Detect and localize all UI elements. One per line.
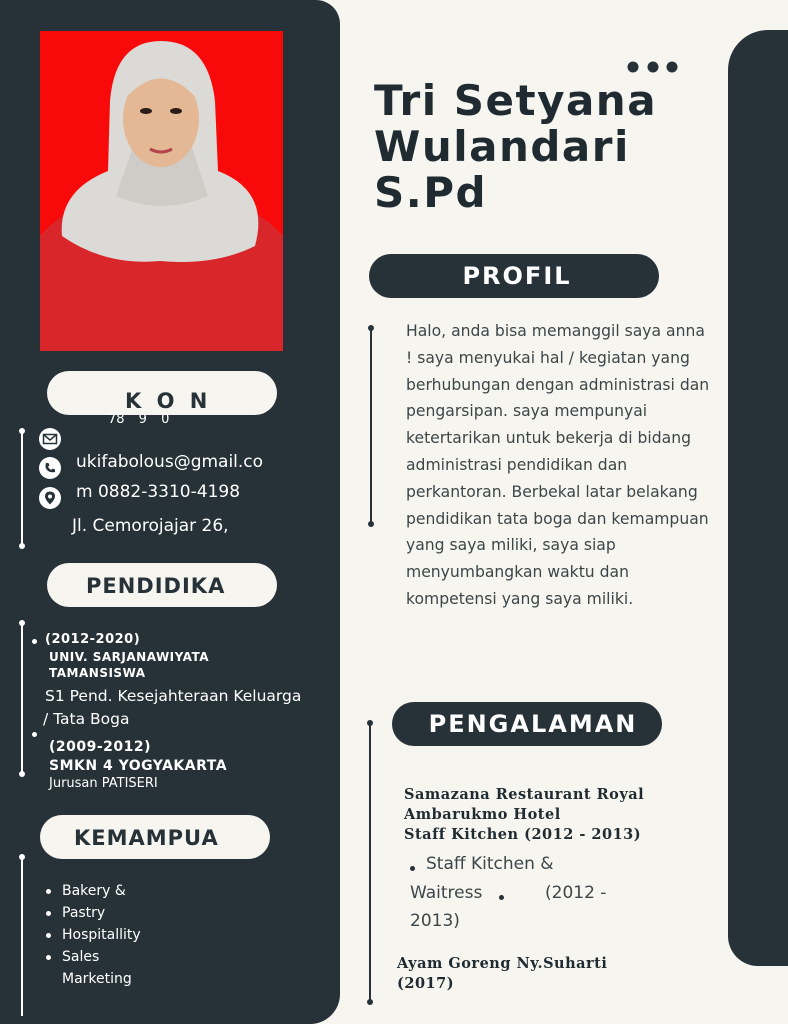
experience-company [397,954,607,994]
skill-item: Pastry [62,905,106,921]
list-bullet [410,866,415,871]
mail-icon [39,428,61,450]
skills-list [0,880,300,1000]
list-bullet [46,955,51,960]
timeline-dot [19,543,25,549]
company-line: (2017) [397,975,455,992]
company-line: Samazana Restaurant Royal [404,786,645,803]
edu-school: SMKN 4 YOGYAKARTA [49,758,228,774]
person-name [374,78,657,216]
timeline-dot [19,620,25,626]
address-text: Jl. Cemorojajar 26, [72,516,229,536]
list-bullet [32,732,37,737]
skill-item: Marketing [62,971,132,987]
education-heading: PENDIDIKA [86,574,226,598]
list-bullet [499,895,504,900]
edu-school: UNIV. SARJANAWIYATA [49,650,210,664]
experience-detail: Waitress [410,883,483,903]
name-line: S.Pd [374,168,488,217]
edu-years: (2012-2020) [45,632,141,647]
timeline-dot [367,720,373,726]
profile-photo-drawing [40,31,283,351]
phone-icon [39,457,61,479]
location-icon [39,487,61,509]
education-list [0,630,340,791]
experience-detail: 2013) [410,911,460,931]
skill-item: Hospitallity [62,927,141,943]
right-decor-strip [728,30,788,966]
experience-detail: Staff Kitchen & [426,854,554,874]
list-bullet [46,911,51,916]
timeline-dot [368,325,374,331]
timeline-dot [367,999,373,1005]
name-line: Tri Setyana [374,76,658,125]
company-line: Staff Kitchen (2012 - 2013) [404,826,642,843]
timeline-dot [368,521,374,527]
edu-major: S1 Pend. Kesejahteraan Keluarga [45,687,302,705]
edu-major: Jurusan PATISERI [49,776,158,791]
experience-timeline [369,722,371,1002]
company-line: Ambarukmo Hotel [404,806,561,823]
phone-text[interactable]: m 0882-3310-4198 [76,482,241,502]
profile-photo [40,31,283,351]
skills-heading: KEMAMPUA [74,826,219,850]
experience-heading: PENGALAMAN [428,710,638,738]
timeline-dot [19,428,25,434]
edu-major: / Tata Boga [43,710,130,728]
timeline-dot [19,854,25,860]
contact-heading: K O N [125,389,209,413]
skill-item: Bakery & [62,883,126,899]
contact-timeline [21,430,23,546]
experience-company [404,785,644,845]
profile-heading: PROFIL [462,262,572,290]
experience-detail: (2012 - [545,883,607,903]
profile-timeline [370,328,372,524]
name-line: Wulandari [374,122,630,171]
company-line: Ayam Goreng Ny.Suharti [397,955,608,972]
list-bullet [32,639,37,644]
edu-years: (2009-2012) [49,739,152,755]
list-bullet [46,933,51,938]
profile-text: Halo, anda bisa memanggil saya anna ! saya menyukai hal / kegiatan yang berhubungan dengan administrasi dan pengarsipan. saya mempunyai ketertarikan untuk bekerja di bidang administrasi pendidikan dan perkantoran. Berbekal latar belakang pendidikan tata boga dan kemampuan yang saya miliki, saya siap menyumbangkan waktu dan kompetensi yang saya miliki. [406,322,710,608]
contact-heading-overflow: 78 9 0 [108,412,170,427]
list-bullet [46,889,51,894]
more-dots-icon [626,58,680,70]
edu-school: TAMANSISWA [49,666,146,680]
email-text[interactable]: ukifabolous@gmail.co [76,452,264,472]
skill-item: Sales [62,949,100,965]
